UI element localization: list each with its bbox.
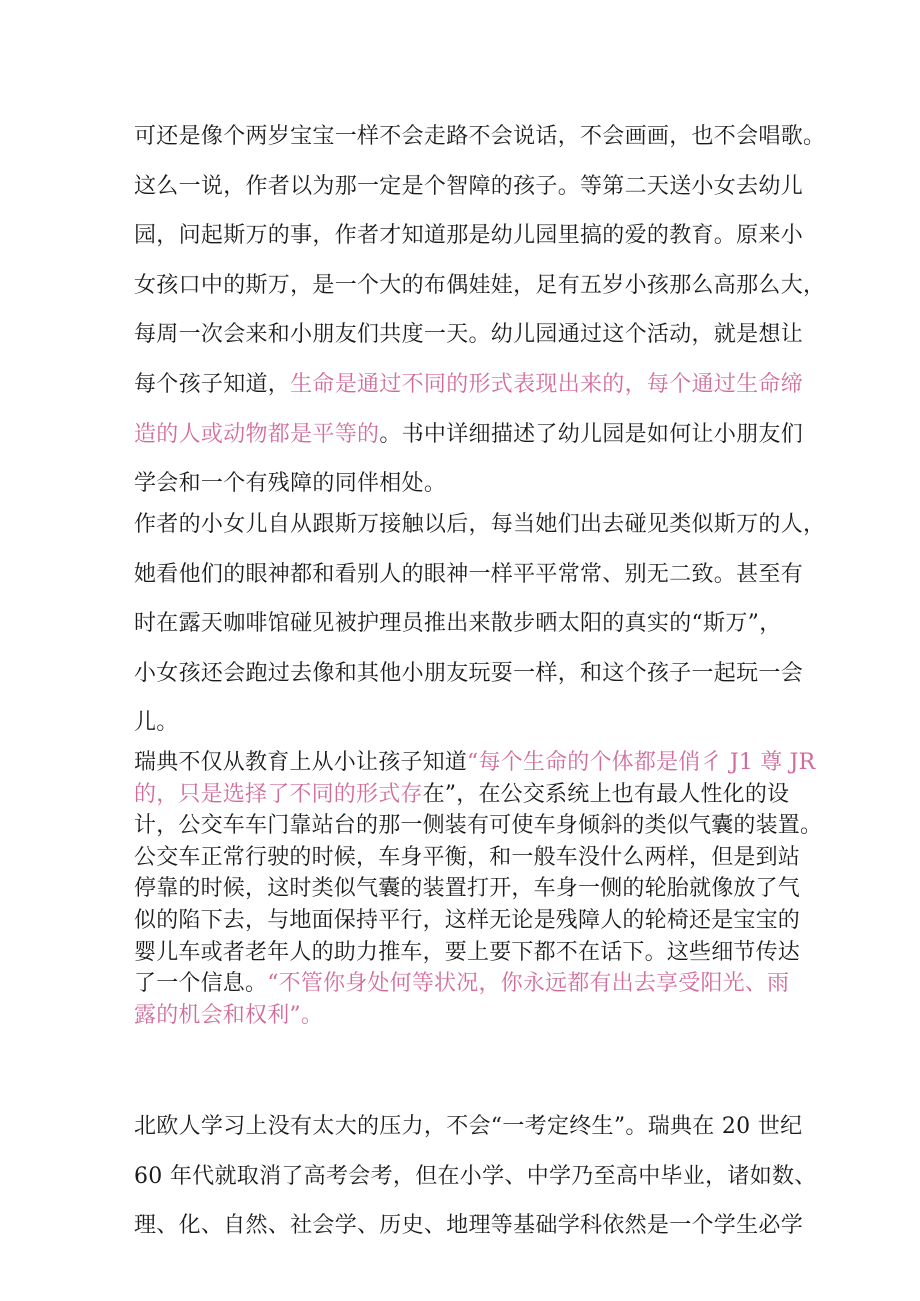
- text-line: [134, 1102, 814, 1152]
- text-run: 在”，在公交系统上也有最人性化的设: [422, 781, 790, 807]
- text-run: 北欧人学习上没有太大的压力，不会“一考定终生”。瑞典在 20 世纪: [134, 1114, 803, 1139]
- text-line: [134, 162, 814, 212]
- text-run: 似的陷下去，与地面保持平行，这样无论是残障人的轮椅还是宝宝的: [134, 907, 801, 933]
- text-run: 60 年代就取消了高考会考，但在小学、中学乃至高中毕业，诸如数、: [134, 1163, 817, 1189]
- text-line: [134, 500, 826, 550]
- text-line: [134, 968, 814, 1000]
- text-line: [134, 842, 814, 874]
- text-run: 女孩口中的斯万，是一个大的布偶娃娃，足有五岁小孩那么高那么大，: [134, 272, 826, 298]
- text-line: [134, 550, 814, 600]
- text-run: 停靠的时候，这时类似气囊的装置打开，车身一侧的轮胎就像放了气: [134, 876, 801, 902]
- highlighted-text: 生命是通过不同的形式表现出来的，每个通过生命缔: [290, 371, 804, 397]
- text-line: [134, 873, 814, 905]
- text-line: [134, 360, 814, 410]
- text-run: 瑞典不仅从教育上从小让孩子知道: [134, 750, 468, 775]
- text-line: [134, 747, 814, 779]
- text-run: 儿。: [134, 710, 179, 736]
- text-run: 每周一次会来和小朋友们共度一天。幼儿园通过这个活动，就是想让: [134, 322, 804, 348]
- text-run: 计，公交车车门靠站台的那一侧装有可使车身倾斜的类似气囊的装置。: [134, 813, 823, 839]
- text-line: [134, 937, 814, 969]
- text-line: [134, 112, 826, 162]
- text-run: 公交车正常行驶的时候，车身平衡，和一般车没什么两样，但是到站: [134, 844, 801, 870]
- paragraph-education: [134, 1102, 817, 1251]
- text-run: 婴儿车或者老年人的助力推车，要上要下都不在话下。这些细节传达: [134, 939, 801, 965]
- highlighted-text: 造的人或动物都是平等的: [134, 421, 380, 447]
- text-line: [134, 649, 814, 699]
- text-line: [134, 810, 823, 842]
- paragraph-daughter: [134, 500, 826, 748]
- text-run: 学会和一个有残障的同伴相处。: [134, 471, 447, 497]
- text-run: 可还是像个两岁宝宝一样不会走路不会说话，不会画画，也不会唱歌。: [134, 124, 826, 149]
- highlighted-text: 露的机会和权利”。: [134, 1002, 324, 1028]
- text-run: 这么一说，作者以为那一定是个智障的孩子。等第二天送小女去幼儿: [134, 173, 804, 199]
- text-line: [134, 779, 814, 811]
- text-line: [134, 1000, 814, 1032]
- paragraph-swan-doll: [134, 112, 826, 509]
- highlighted-text: 的，只是选择了不同的形式存: [134, 781, 423, 807]
- text-run: 了一个信息。: [134, 971, 268, 997]
- highlighted-text: “不管你身处何等状况，你永远都有出去享受阳光、雨: [267, 971, 790, 997]
- text-line: [134, 1152, 817, 1202]
- text-line: [134, 698, 814, 748]
- text-line: [134, 261, 826, 311]
- text-line: [134, 310, 814, 360]
- text-line: [134, 211, 814, 261]
- text-run: 园，问起斯万的事，作者才知道那是幼儿园里搞的爱的教育。原来小: [134, 223, 804, 249]
- text-run: 时在露天咖啡馆碰见被护理员推出来散步晒太阳的真实的“斯万”，: [134, 611, 782, 637]
- text-line: [134, 410, 814, 460]
- text-line: [134, 1201, 814, 1251]
- text-run: 每个孩子知道，: [134, 371, 291, 397]
- text-line: [134, 599, 814, 649]
- text-line: [134, 905, 814, 937]
- text-run: 她看他们的眼神都和看别人的眼神一样平平常常、别无二致。甚至有: [134, 561, 804, 587]
- text-run: 小女孩还会跑过去像和其他小朋友玩耍一样，和这个孩子一起玩一会: [134, 660, 804, 686]
- text-run: 作者的小女儿自从跟斯万接触以后，每当她们出去碰见类似斯万的人，: [134, 512, 826, 537]
- text-run: 。书中详细描述了幼儿园是如何让小朋友们: [379, 421, 804, 447]
- text-run: 理、化、自然、社会学、历史、地理等基础学科依然是一个学生必学: [134, 1213, 804, 1239]
- paragraph-bus-system: [134, 747, 823, 1031]
- highlighted-text: “每个生命的个体都是俏彳 J1 尊 JR: [467, 750, 816, 775]
